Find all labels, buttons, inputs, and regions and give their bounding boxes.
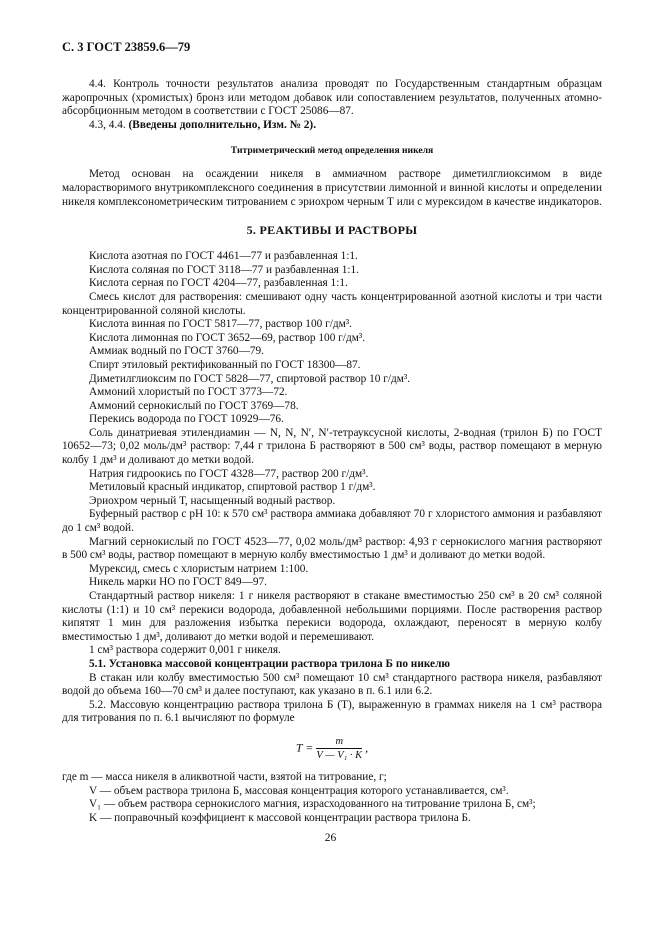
reagent-item: 1 см³ раствора содержит 0,001 г никеля. [89,644,281,657]
formula-lhs: T = [295,740,317,755]
amendment-bold: (Введены дополнительно, Изм. № 2). [128,118,317,131]
amendment-prefix: 4.3, 4.4. [89,118,129,131]
formula-fraction [316,736,362,761]
method-description: Метод основан на осаждении никеля в аммиачном растворе диметилглиоксимом в виде малорастворимого внутрикомплексного соединения в присутствии лимонной и винной кислоты и определении никеля комплексонометрическим титрованием с эриохром черным Т или с мурексидом в качестве индикаторов. [62,168,602,208]
reagent-item: Эриохром черный Т, насыщенный водный раствор. [89,494,336,507]
page-body [62,78,602,825]
reagent-item: Аммиак водный по ГОСТ 3760—79. [89,345,264,358]
reagent-item: Кислота винная по ГОСТ 5817—77, раствор 100 г/дм³. [89,318,352,331]
section-5-2-text: 5.2. Массовую концентрацию раствора трилона Б (T), выраженную в граммах никеля на 1 см³ раствора для титрования по п. 6.1 вычисляют по формуле [62,698,602,725]
reagent-item: Аммоний сернокислый по ГОСТ 3769—78. [89,399,299,412]
reagent-item: Кислота азотная по ГОСТ 4461—77 и разбавленная 1:1. [89,250,358,263]
paragraph-4-4: 4.4. Контроль точности результатов анализа проводят по Государственным стандартным образцам жаропрочных (хромистых) бронз или методом добавок или сопоставлением результатов, полученных атомно-абсорбционным методом в соответствии с ГОСТ 25086—87. [62,78,602,118]
reagent-item: Кислота соляная по ГОСТ 3118—77 и разбавленная 1:1. [89,263,359,276]
reagent-item: Магний сернокислый по ГОСТ 4523—77, 0,02 моль/дм³ раствор: 4,93 г сернокислого магния растворяют в 500 см³ воды, раствор помещают в мерную колбу вместимостью 1 дм³ и доливают до метки водой. [62,535,602,562]
reagent-item: Никель марки НО по ГОСТ 849—97. [89,576,267,589]
reagents-list [62,250,602,658]
definition-item: V — объем раствора трилона Б, массовая концентрация которого устанавливается, см³. [89,784,509,797]
reagent-item: Буферный раствор с рН 10: к 570 см³ раствора аммиака добавляют 70 г хлористого аммония и разбавляют до 1 см³ водой. [62,508,602,535]
page-number: 26 [324,832,337,844]
reagent-item: Перекись водорода по ГОСТ 10929—76. [89,413,284,426]
reagent-item: Мурексид, смесь с хлористым натрием 1:100. [89,562,309,575]
reagent-item: Кислота серная по ГОСТ 4204—77, разбавленная 1:1. [89,277,348,290]
reagent-item: Смесь кислот для растворения: смешивают одну часть концентрированной азотной кислоты и три части концентрированной соляной кислоты. [62,290,602,317]
reagent-item: Метиловый красный индикатор, спиртовой раствор 1 г/дм³. [89,481,376,494]
section-5-1-text: В стакан или колбу вместимостью 500 см³ помещают 10 см³ стандартного раствора никеля, разбавляют водой до объема 160—70 см³ и далее поступают, как указано в п. 6.1 или 6.2. [62,671,602,698]
definition-item: K — поправочный коэффициент к массовой концентрации раствора трилона Б. [89,811,471,824]
reagent-item: Спирт этиловый ректификованный по ГОСТ 18300—87. [89,358,361,371]
formula-denominator: V — V₁ · K [316,749,363,761]
formula [62,736,602,761]
where-clause: где m — масса никеля в аликвотной части, взятой на титрование, г; [62,770,387,783]
reagent-item: Диметилглиоксим по ГОСТ 5828—77, спиртовой раствор 10 г/дм³. [89,372,411,385]
method-subheading: Титриметрический метод определения никеля [230,145,434,157]
reagent-item: Стандартный раствор никеля: 1 г никеля растворяют в стакане вместимостью 250 см³ в 20 см³ соляной кислоты (1:1) и 10 см³ перекиси водорода, добавленной небольшими порциями. После растворения раствор кипятят 1 мин для разложения избытка перекиси водорода, охлаждают, переносят в мерную колбу вместимостью 1 дм³, доливают до метки водой и перемешивают. [62,590,602,643]
definition-item: V₁ — объем раствора сернокислого магния, израсходованного на титрование трилона Б, см³; [89,798,536,811]
amendment-note [62,119,602,133]
document-header: С. 3 ГОСТ 23859.6—79 [62,40,191,54]
formula-tail: , [365,740,369,755]
reagent-item: Натрия гидроокись по ГОСТ 4328—77, раствор 200 г/дм³. [89,467,369,480]
formula-numerator: m [316,736,362,749]
section-5-1-title: 5.1. Установка массовой концентрации раствора трилона Б по никелю [89,657,451,670]
section-title: 5. РЕАКТИВЫ И РАСТВОРЫ [246,223,418,238]
reagent-item: Кислота лимонная по ГОСТ 3652—69, раствор 100 г/дм³. [89,331,366,344]
reagent-item: Аммоний хлористый по ГОСТ 3773—72. [89,386,288,399]
reagent-item: Соль динатриевая этилендиамин — N, N, N′, N′-тетрауксусной кислоты, 2-водная (трилон Б) по ГОСТ 10652—73; 0,02 моль/дм³ раствор: 7,44 г трилона Б растворяют в 500 см³ воды, раствор помещают в мерную колбу 1 дм³ и доливают до метки водой. [62,426,602,467]
